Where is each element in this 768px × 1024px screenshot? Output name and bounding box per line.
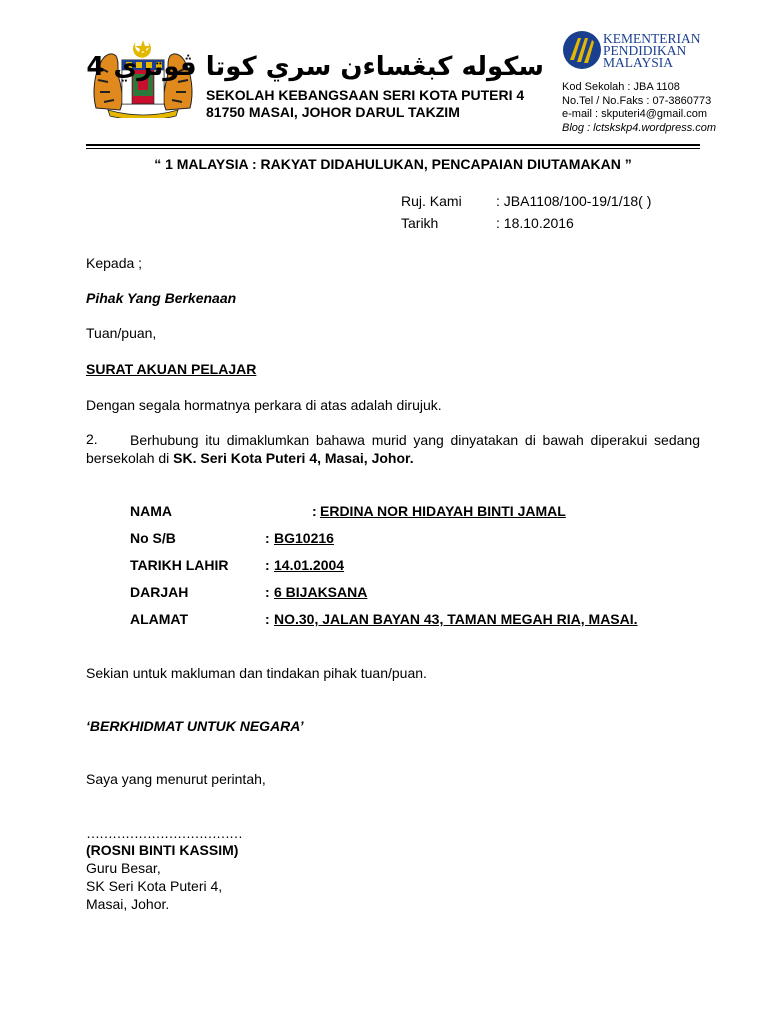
letterhead-divider (86, 144, 700, 146)
paragraph-2-text: Berhubung itu dimaklumkan bahawa murid yang dinyatakan di bawah diperakui sedang bersekolah di (86, 432, 700, 466)
student-class-label: DARJAH (130, 584, 189, 600)
school-contact-info (562, 81, 716, 135)
yours-faithfully: Saya yang menurut perintah, (86, 771, 266, 787)
signatory-place: Masai, Johor. (86, 896, 170, 912)
letterhead-divider-thin (86, 148, 700, 149)
student-name-value: ERDINA NOR HIDAYAH BINTI JAMAL (320, 503, 566, 519)
school-name-bold: SK. Seri Kota Puteri 4, Masai, Johor. (173, 450, 414, 466)
paragraph-1: Dengan segala hormatnya perkara di atas adalah dirujuk. (86, 397, 442, 413)
ministry-line-1: KEMENTERIAN (603, 31, 701, 46)
paragraph-2-number: 2. (86, 431, 98, 447)
national-motto: “ 1 MALAYSIA : RAKYAT DIDAHULUKAN, PENCAPAIAN DIUTAMAKAN ” (154, 156, 632, 172)
student-class-row (130, 584, 700, 602)
student-name-colon: : (312, 503, 317, 519)
date-label: Tarikh (401, 215, 439, 231)
ministry-line-2: PENDIDIKAN (603, 43, 687, 58)
signatory-school: SK Seri Kota Puteri 4, (86, 878, 223, 894)
date-value: : 18.10.2016 (496, 215, 574, 231)
student-address-row (130, 611, 700, 629)
salutation: Tuan/puan, (86, 325, 157, 341)
ministry-name (603, 33, 701, 69)
student-address-value: NO.30, JALAN BAYAN 43, TAMAN MEGAH RIA, MASAI. (274, 611, 638, 627)
student-id-row (130, 530, 700, 548)
signatory-name: (ROSNI BINTI KASSIM) (86, 842, 239, 858)
student-class-value: 6 BIJAKSANA (274, 584, 368, 600)
student-dob-value: 14.01.2004 (274, 557, 345, 573)
student-id-value: BG10216 (274, 530, 334, 546)
reference-value: : JBA1108/100-19/1/18( ) (496, 193, 652, 209)
school-phone: No.Tel / No.Faks : 07-3860773 (562, 94, 712, 107)
recipient: Pihak Yang Berkenaan (86, 290, 237, 306)
student-dob-label: TARIKH LAHIR (130, 557, 229, 573)
reference-row (401, 193, 652, 209)
school-letterhead (206, 87, 524, 121)
student-id-label: No S/B (130, 530, 176, 546)
date-row (401, 215, 574, 231)
addressee-intro: Kepada ; (86, 255, 143, 271)
school-code: Kod Sekolah : JBA 1108 (562, 81, 680, 93)
student-address-colon: : (265, 611, 270, 627)
letter-subject: SURAT AKUAN PELAJAR (86, 361, 257, 377)
student-class-colon: : (265, 584, 270, 600)
student-address-label: ALAMAT (130, 611, 189, 627)
student-id-colon: : (265, 530, 270, 546)
paragraph-2 (86, 431, 700, 467)
student-name-label: NAMA (130, 503, 172, 519)
signatory-position: Guru Besar, (86, 860, 161, 876)
school-name: SEKOLAH KEBANGSAAN SERI KOTA PUTERI 4 (206, 87, 525, 103)
ministry-line-3: MALAYSIA (603, 55, 674, 70)
school-address: 81750 MASAI, JOHOR DARUL TAKZIM (206, 104, 460, 120)
closing-paragraph: Sekian untuk makluman dan tindakan pihak tuan/puan. (86, 665, 427, 681)
slogan: ‘BERKHIDMAT UNTUK NEGARA’ (86, 718, 304, 734)
school-name-jawi: سكوله كبڠساءن سري كوتا ڤوتري 4 (86, 52, 544, 82)
student-name-row (130, 503, 700, 521)
signature-line: ……………………………… (86, 825, 242, 841)
school-email: e-mail : skputeri4@gmail.com (562, 108, 708, 120)
reference-label: Ruj. Kami (401, 193, 462, 209)
school-blog: Blog : lctskskp4.wordpress.com (562, 121, 717, 134)
student-dob-row (130, 557, 700, 575)
student-dob-colon: : (265, 557, 270, 573)
